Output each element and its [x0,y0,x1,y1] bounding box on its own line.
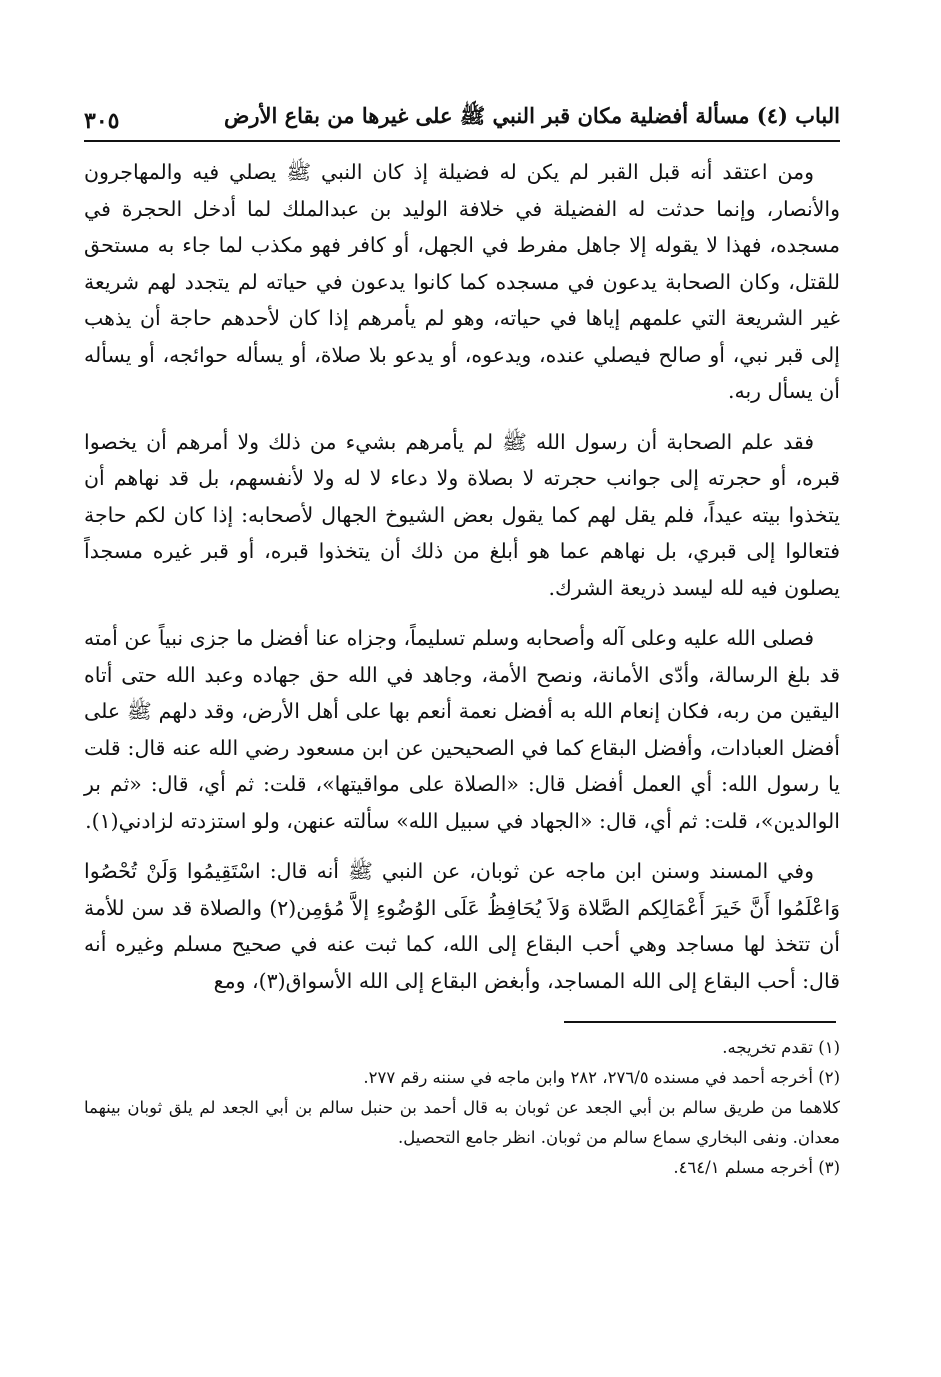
running-header [84,96,840,142]
paragraph: وفي المسند وسنن ابن ماجه عن ثوبان، عن النبي ﷺ أنه قال: اسْتَقِيمُوا وَلَنْ تُحْصُوا وَاعْلَمُوا أَنَّ خَيرَ أَعْمَالِكم الصَّلاة وَلاَ يُحَافِظُ عَلَى الوُضُوءِ إلاَّ مُؤمِن(٢) والصلاة قد سن للأمة أن تتخذ لها مساجد وهي أحب البقاع إلى الله، كما ثبت عنه في صحيح مسلم وغيره أنه قال: أحب البقاع إلى الله المساجد، وأبغض البقاع إلى الله الأسواق(٣)، ومع [84,859,840,993]
footnotes [84,1033,840,1183]
paragraph: فصلى الله عليه وعلى آله وأصحابه وسلم تسليماً، وجزاه عنا أفضل ما جزى نبياً عن أمته قد بلغ الرسالة، وأدّى الأمانة، ونصح الأمة، وجاهد في الله حق جهاده وعبد الله حتى أتاه اليقين من ربه، فكان إنعام الله به أفضل نعمة أنعم بها على أهل الأرض، وقد دلهم ﷺ على أفضل العبادات، وأفضل البقاع كما في الصحيحين عن ابن مسعود رضي الله عنه قال: قلت يا رسول الله: أي العمل أفضل قال: «الصلاة على مواقيتها»، قلت: ثم أي، قال: «ثم بر الوالدين»، قلت: ثم أي، قال: «الجهاد في سبيل الله» سألته عنهن، ولو استزدته لزادني(١). [84,626,840,833]
footnote: (٣) أخرجه مسلم ٤٦٤/١. [673,1158,840,1177]
chapter-title: الباب (٤) مسألة أفضلية مكان قبر النبي ﷺ على غيرها من بقاع الأرض [223,103,840,128]
page-number: ٣٠٥ [84,108,120,134]
footnote: (٢) أخرجه أحمد في مسنده ٢٧٦/٥، ٢٨٢ وابن ماجه في سننه رقم ٢٧٧. [363,1068,840,1087]
main-text [84,154,840,999]
footnote-divider [564,1021,836,1023]
paragraph: ومن اعتقد أنه قبل القبر لم يكن له فضيلة إذ كان النبي ﷺ يصلي فيه والمهاجرون والأنصار، وإنما حدثت له الفضيلة في خلافة الوليد بن عبدالملك لما أدخل الحجرة في مسجده، فهذا لا يقوله إلا جاهل مفرط في الجهل، أو كافر فهو مكذب لما جاء به مستحق للقتل، وكان الصحابة يدعون في مسجده كما كانوا يدعون في حياته لم يتجدد لهم شريعة غير الشريعة التي علمهم إياها في حياته، وهو لم يأمرهم إذا كان لأحدهم حاجة أن يذهب إلى قبر نبي، أو صالح فيصلي عنده، ويدعوه، أو يدعو بلا صلاة، أو يسأله حوائجه، أو يسأله أن يسأل ربه. [84,160,840,403]
book-page [84,96,840,1336]
footnote-continuation: كلاهما من طريق سالم بن أبي الجعد عن ثوبان به قال أحمد بن حنبل سالم بن أبي الجعد لم يلق ثوبان بينهما معدان. ونفى البخاري سماع سالم من ثوبان. انظر جامع التحصيل. [84,1098,840,1147]
footnote: (١) تقدم تخريجه. [722,1038,840,1057]
paragraph: فقد علم الصحابة أن رسول الله ﷺ لم يأمرهم بشيء من ذلك ولا أمرهم أن يخصوا قبره، أو حجرته إلى جوانب حجرته لا بصلاة ولا دعاء لا له ولا لأنفسهم، بل قد نهاهم أن يتخذوا بيته عيداً، فلم يقل لهم كما يقول بعض الشيوخ الجهال لأصحابه: إذا كان لكم حاجة فتعالوا إلى قبري، بل نهاهم عما هو أبلغ من ذلك أن يتخذوا قبره، أو قبر غيره مسجداً يصلون فيه لله ليسد ذريعة الشرك. [84,429,840,600]
